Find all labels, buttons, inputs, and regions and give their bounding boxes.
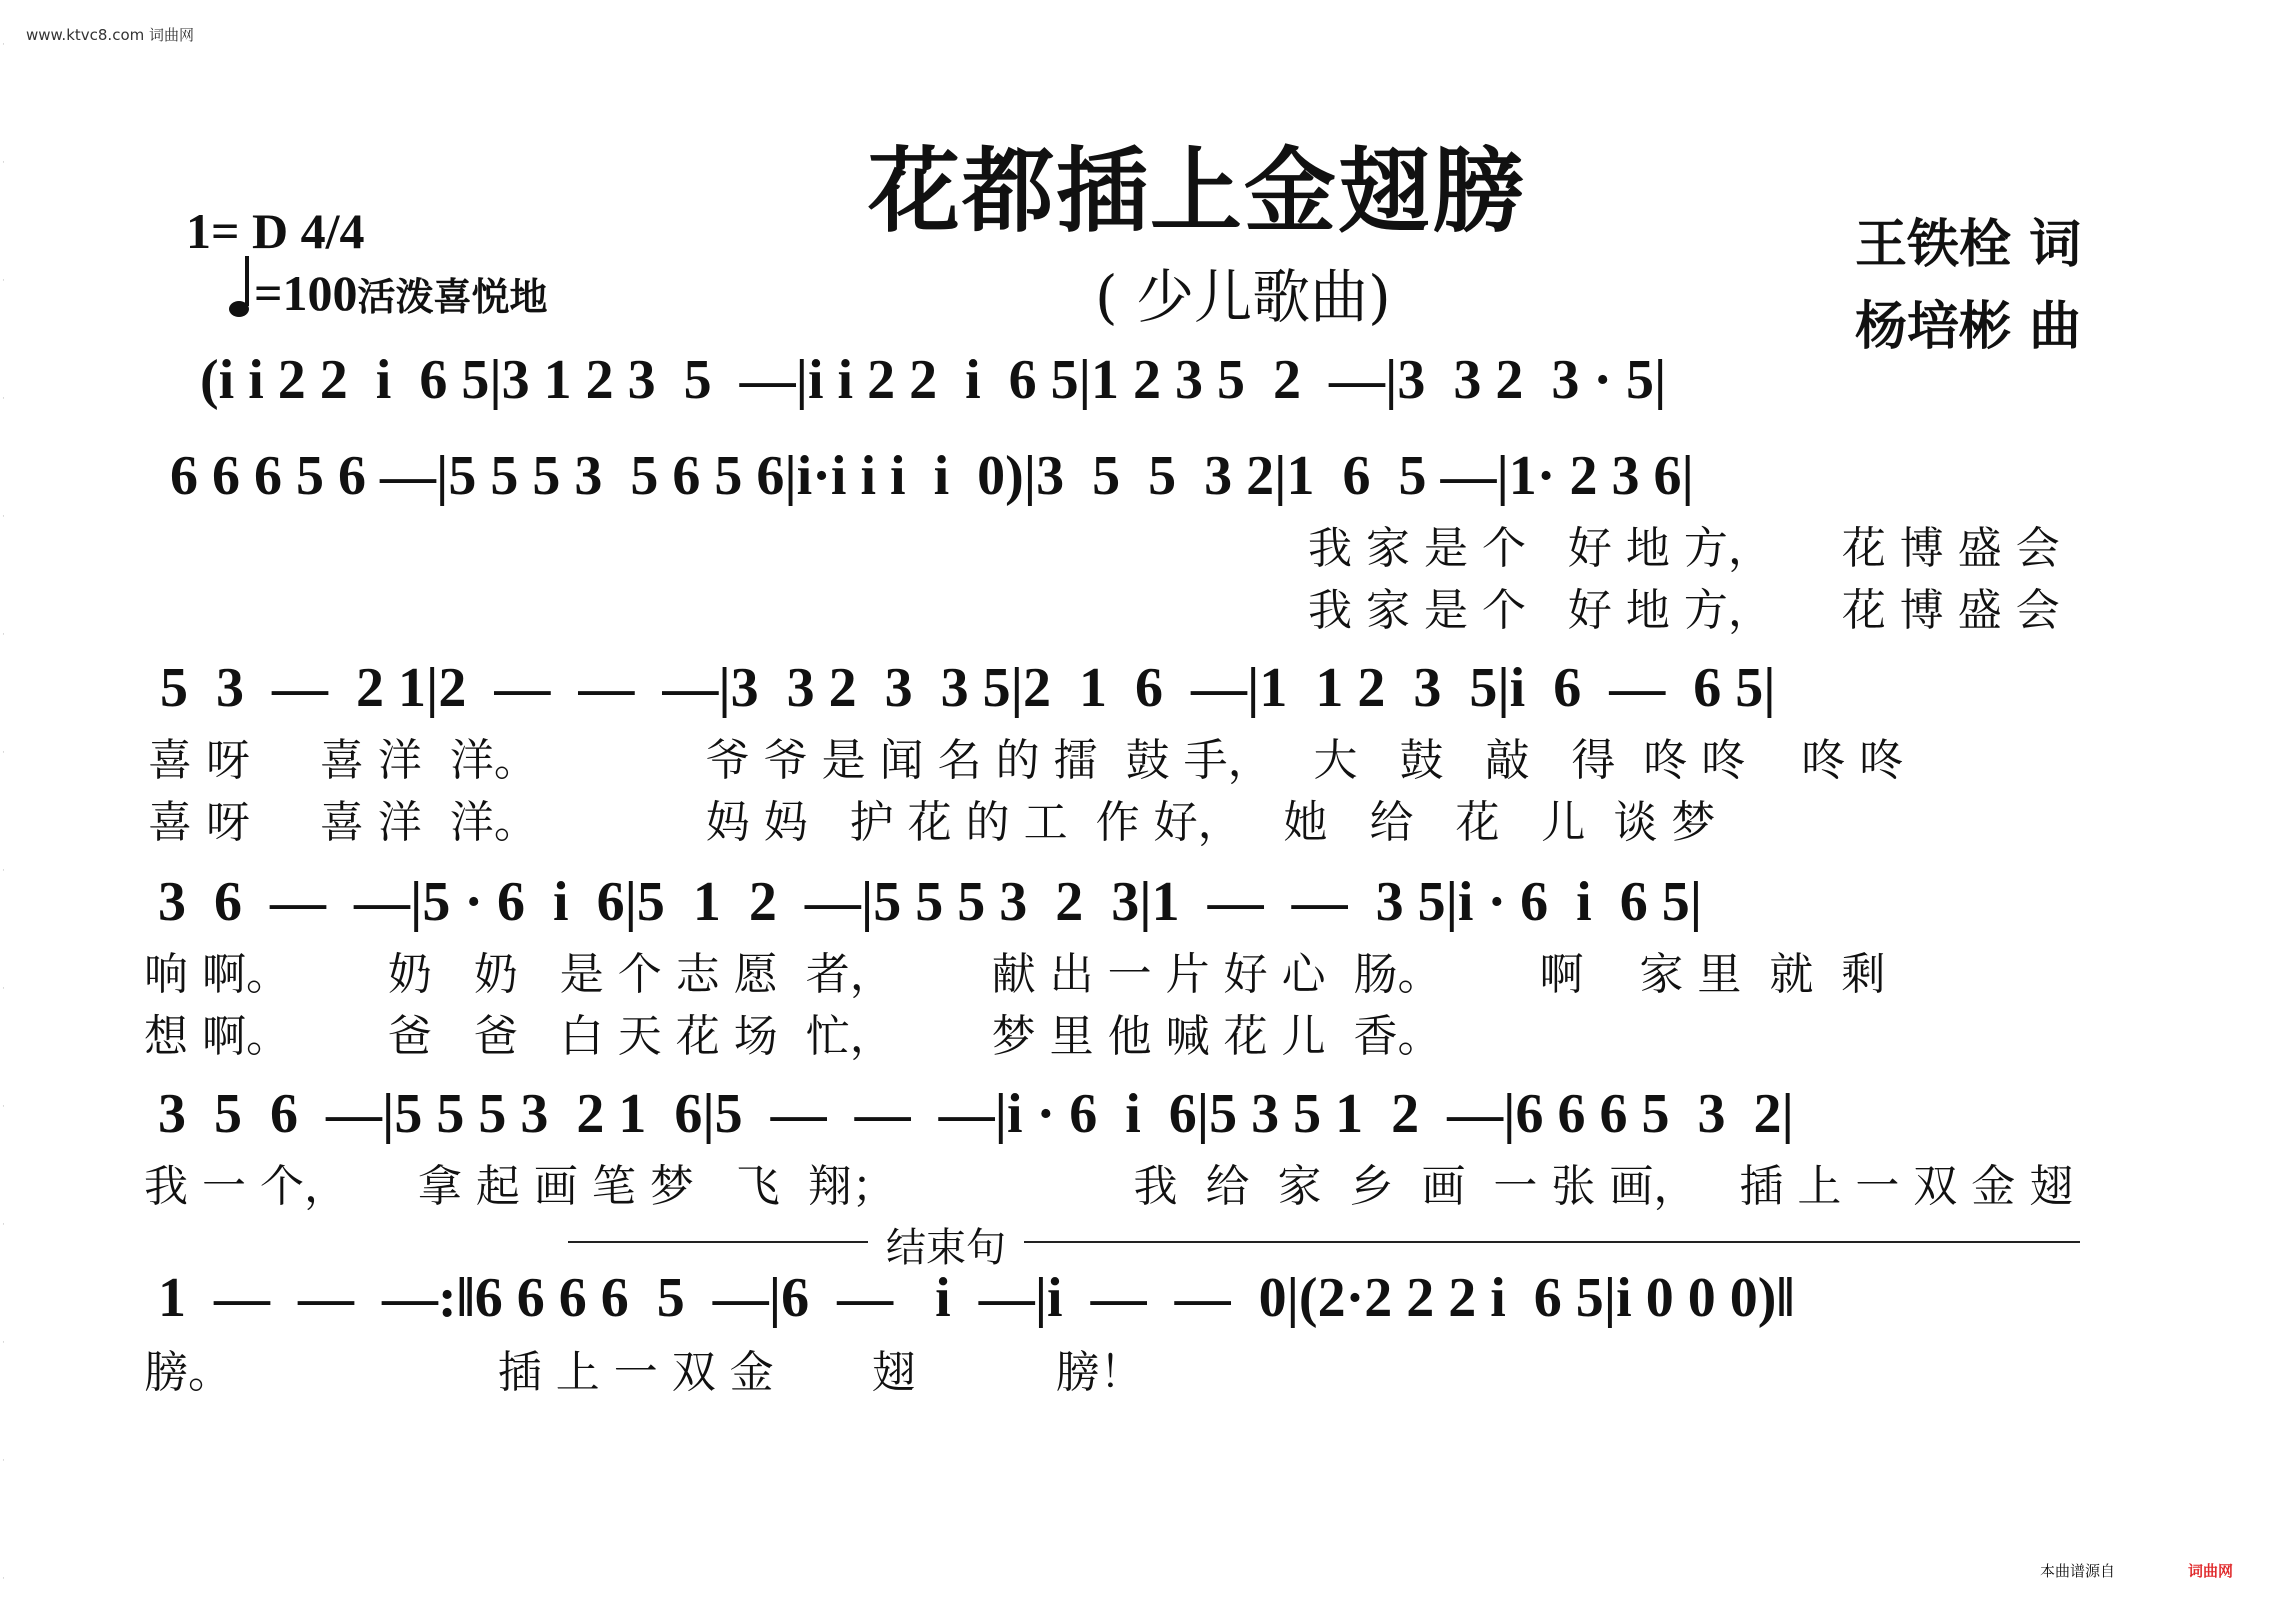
site-url: www.ktvc8.com 词曲网 [26,26,195,44]
lyricist-credit: 王铁栓 词 [1855,214,2082,275]
lyric-line-2a: 我 家 是 个 好 地 方， 花 博 盛 会 [1308,523,2060,574]
lyric-line-4b: 想 啊。 爸 爸 白 天 花 场 忙， 梦 里 他 喊 花 儿 香。 [144,1011,1442,1062]
side-watermark-mark: · [2,158,5,168]
song-subtitle: ( 少儿歌曲) [1095,263,1391,331]
side-watermark-mark: · [2,394,5,404]
tempo-expression: 活泼喜悦地 [357,274,548,319]
quarter-note-icon [228,254,250,320]
score-line-6: 1 — — —:‖6 6 6 6 5 —|6 — i —|i — — 0|(2·2 2 2 i 6 5|i 0 0 0)‖ [158,1267,1795,1329]
composer-credit: 杨培彬 曲 [1855,296,2082,357]
footer-brand: 词曲网 [2188,1562,2234,1580]
side-watermark-mark: · [2,1102,5,1112]
score-line-3: 5 3 — 2 1|2 — — —|3 3 2 3 3 5|2 1 6 —|1 1 2 3 5|i 6 — 6 5| [160,657,1776,719]
ending-section-label: 结束句 [868,1216,1024,1273]
side-watermark-mark: · [2,1338,5,1348]
side-watermark-mark: · [2,1220,5,1230]
lyric-line-4a: 响 啊。 奶 奶 是 个 志 愿 者， 献 出 一 片 好 心 肠。 啊 家 里 就 剩 [144,949,1886,1000]
side-watermark-mark: · [2,1574,5,1584]
side-watermark-mark: · [2,748,5,758]
tempo-marking [254,264,548,322]
lyric-line-5: 我 一 个， 拿 起 画 笔 梦 飞 翔； 我 给 家 乡 画 一 张 画， 插 上 一 双 金 翅 [144,1161,2074,1212]
ending-section-line [568,1241,2080,1243]
side-watermark-strip [0,0,16,1608]
score-line-5: 3 5 6 —|5 5 5 3 2 1 6|5 — — —|i · 6 i 6|5 3 5 1 2 —|6 6 6 5 3 2| [158,1083,1794,1145]
tempo-value: =100 [254,265,358,321]
side-watermark-mark: · [2,630,5,640]
side-watermark-mark: · [2,276,5,286]
score-line-1: (i i 2 2 i 6 5|3 1 2 3 5 —|i i 2 2 i 6 5|1 2 3 5 2 —|3 3 2 3 · 5| [200,349,1667,411]
key-signature: 1= D 4/4 [186,203,365,259]
lyric-line-3b: 喜 呀 喜 洋 洋。 妈 妈 护 花 的 工 作 好， 她 给 花 儿 谈 梦 [148,797,1716,848]
side-watermark-mark: · [2,984,5,994]
side-watermark-mark: · [2,1456,5,1466]
lyric-line-3a: 喜 呀 喜 洋 洋。 爷 爷 是 闻 名 的 擂 鼓 手， 大 鼓 敲 得 咚 咚 咚 咚 [148,735,1904,786]
side-watermark-mark: · [2,40,5,50]
lyric-line-6: 膀。 插 上 一 双 金 翅 膀！ [144,1347,1144,1398]
score-line-2: 6 6 6 5 6 —|5 5 5 3 5 6 5 6|i·i i i i 0)|3 5 5 3 2|1 6 5 —|1· 2 3 6| [170,445,1694,507]
side-watermark-mark: · [2,512,5,522]
lyric-line-2b: 我 家 是 个 好 地 方， 花 博 盛 会 [1308,585,2060,636]
side-watermark-mark: · [2,866,5,876]
footer-source: 本曲谱源自 [2040,1562,2116,1580]
song-title: 花都插上金翅膀 [868,137,1527,245]
score-line-4: 3 6 — —|5 · 6 i 6|5 1 2 —|5 5 5 3 2 3|1 — — 3 5|i · 6 i 6 5| [158,871,1703,933]
